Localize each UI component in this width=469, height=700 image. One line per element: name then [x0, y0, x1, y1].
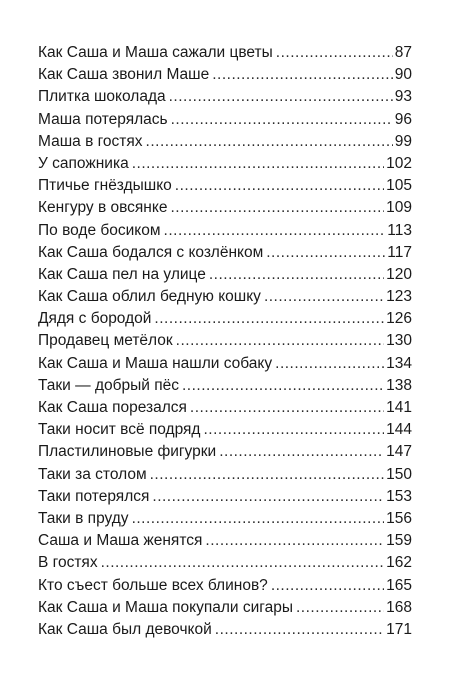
toc-entry [38, 486, 412, 508]
toc-entry-page-number: 162 [386, 554, 412, 572]
toc-entry-page-number: 96 [394, 110, 412, 128]
toc-entry [38, 353, 412, 375]
dot-leader [219, 441, 384, 463]
toc-entry [38, 308, 412, 330]
toc-entry-page-number: 147 [386, 443, 412, 461]
dot-leader [203, 419, 384, 441]
toc-entry [38, 109, 412, 131]
toc-entry-page-number: 99 [394, 132, 412, 150]
dot-leader [271, 575, 384, 597]
dot-leader [175, 175, 384, 197]
dot-leader [101, 552, 385, 574]
toc-entry-page-number: 150 [386, 465, 412, 483]
toc-entry-page-number: 165 [386, 576, 412, 594]
toc-entry-title: В гостях [38, 554, 98, 572]
toc-entry [38, 242, 412, 264]
toc-entry [38, 330, 412, 352]
toc-entry-page-number: 87 [394, 44, 412, 61]
toc-entry-title: Птичье гнёздышко [38, 177, 172, 195]
toc-entry [38, 619, 412, 641]
toc-entry-title: Как Саша и Маша нашли собаку [38, 354, 273, 372]
toc-entry-page-number: 141 [386, 399, 412, 416]
toc-entry [38, 552, 412, 574]
toc-entry-page-number: 120 [386, 265, 412, 283]
toc-entry-page-number: 113 [387, 221, 412, 239]
dot-leader [164, 220, 386, 242]
toc-entry-page-number: 117 [387, 243, 412, 261]
toc-entry-page-number: 134 [386, 354, 412, 372]
dot-leader [152, 486, 384, 508]
toc-entry-page-number: 171 [386, 620, 412, 638]
toc-entry-page-number: 93 [394, 88, 412, 106]
toc-entry [38, 197, 412, 219]
toc-entry [38, 441, 412, 463]
toc-entry-title: Как Саша и Маша покупали сигары [38, 598, 293, 616]
toc-entry-title: Как Саша звонил Маше [38, 66, 210, 84]
toc-entry-page-number: 90 [394, 66, 412, 84]
toc-entry [38, 419, 412, 441]
toc-entry-page-number: 102 [386, 154, 412, 172]
toc-entry-title: Плитка шоколада [38, 88, 166, 106]
toc-entry-title: Кенгуру в овсянке [38, 199, 168, 217]
toc-entry [38, 264, 412, 286]
toc-entry-title: Таки потерялся [38, 487, 150, 505]
toc-entry-title: Таки в пруду [38, 509, 129, 527]
dot-leader [150, 464, 385, 486]
toc-entry [38, 286, 412, 308]
toc-entry-page-number: 168 [386, 598, 412, 616]
dot-leader [132, 153, 384, 175]
toc-entry-page-number: 153 [386, 487, 412, 505]
toc-entry-title: Таки за столом [38, 465, 147, 483]
toc-entry [38, 131, 412, 153]
toc-entry-page-number: 109 [386, 199, 412, 217]
toc-entry-page-number: 138 [386, 376, 412, 394]
toc-entry-title: Маша потерялась [38, 110, 168, 128]
dot-leader [146, 131, 393, 153]
toc-entry-title: Как Саша порезался [38, 399, 187, 416]
toc-entry [38, 375, 412, 397]
dot-leader [209, 264, 384, 286]
toc-entry-title: Как Саша облил бедную кошку [38, 288, 261, 306]
toc-entry [38, 597, 412, 619]
toc-entry-title: Пластилиновые фигурки [38, 443, 217, 461]
toc-entry-page-number: 144 [386, 421, 412, 439]
toc-entry [38, 397, 412, 419]
toc-entry-page-number: 156 [386, 509, 412, 527]
toc-entry-page-number: 126 [386, 310, 412, 328]
toc-entry-page-number: 159 [386, 532, 412, 550]
dot-leader [212, 64, 393, 86]
table-of-contents [38, 42, 412, 641]
dot-leader [190, 397, 384, 419]
toc-entry-page-number: 105 [386, 177, 412, 195]
toc-entry-title: Как Саша и Маша сажали цветы [38, 44, 273, 61]
toc-entry-title: Как Саша бодался с козлёнком [38, 243, 264, 261]
toc-entry [38, 153, 412, 175]
toc-entry [38, 175, 412, 197]
toc-entry [38, 42, 412, 64]
toc-entry-title: Таки — добрый пёс [38, 376, 179, 394]
dot-leader [205, 530, 384, 552]
toc-entry [38, 530, 412, 552]
toc-entry-title: У сапожника [38, 154, 129, 172]
dot-leader [154, 308, 384, 330]
toc-entry-title: Продавец метёлок [38, 332, 173, 350]
toc-entry-page-number: 130 [386, 332, 412, 350]
toc-entry-title: По воде босиком [38, 221, 161, 239]
dot-leader [215, 619, 384, 641]
dot-leader [266, 242, 385, 264]
dot-leader [170, 197, 384, 219]
toc-entry [38, 508, 412, 530]
dot-leader [276, 42, 393, 64]
toc-entry [38, 220, 412, 242]
toc-entry-title: Саша и Маша женятся [38, 532, 203, 550]
toc-entry-title: Кто съест больше всех блинов? [38, 576, 268, 594]
toc-entry [38, 64, 412, 86]
dot-leader [182, 375, 384, 397]
toc-entry-title: Как Саша пел на улице [38, 265, 206, 283]
dot-leader [296, 597, 384, 619]
toc-entry-page-number: 123 [386, 288, 412, 306]
dot-leader [264, 286, 384, 308]
toc-entry [38, 86, 412, 108]
dot-leader [176, 330, 384, 352]
dot-leader [171, 109, 393, 131]
toc-entry-title: Как Саша был девочкой [38, 620, 212, 638]
toc-entry-title: Таки носит всё подряд [38, 421, 201, 439]
toc-entry-title: Дядя с бородой [38, 310, 152, 328]
dot-leader [169, 86, 393, 108]
dot-leader [275, 353, 384, 375]
toc-entry [38, 575, 412, 597]
toc-entry-title: Маша в гостях [38, 132, 143, 150]
dot-leader [132, 508, 385, 530]
toc-entry [38, 464, 412, 486]
